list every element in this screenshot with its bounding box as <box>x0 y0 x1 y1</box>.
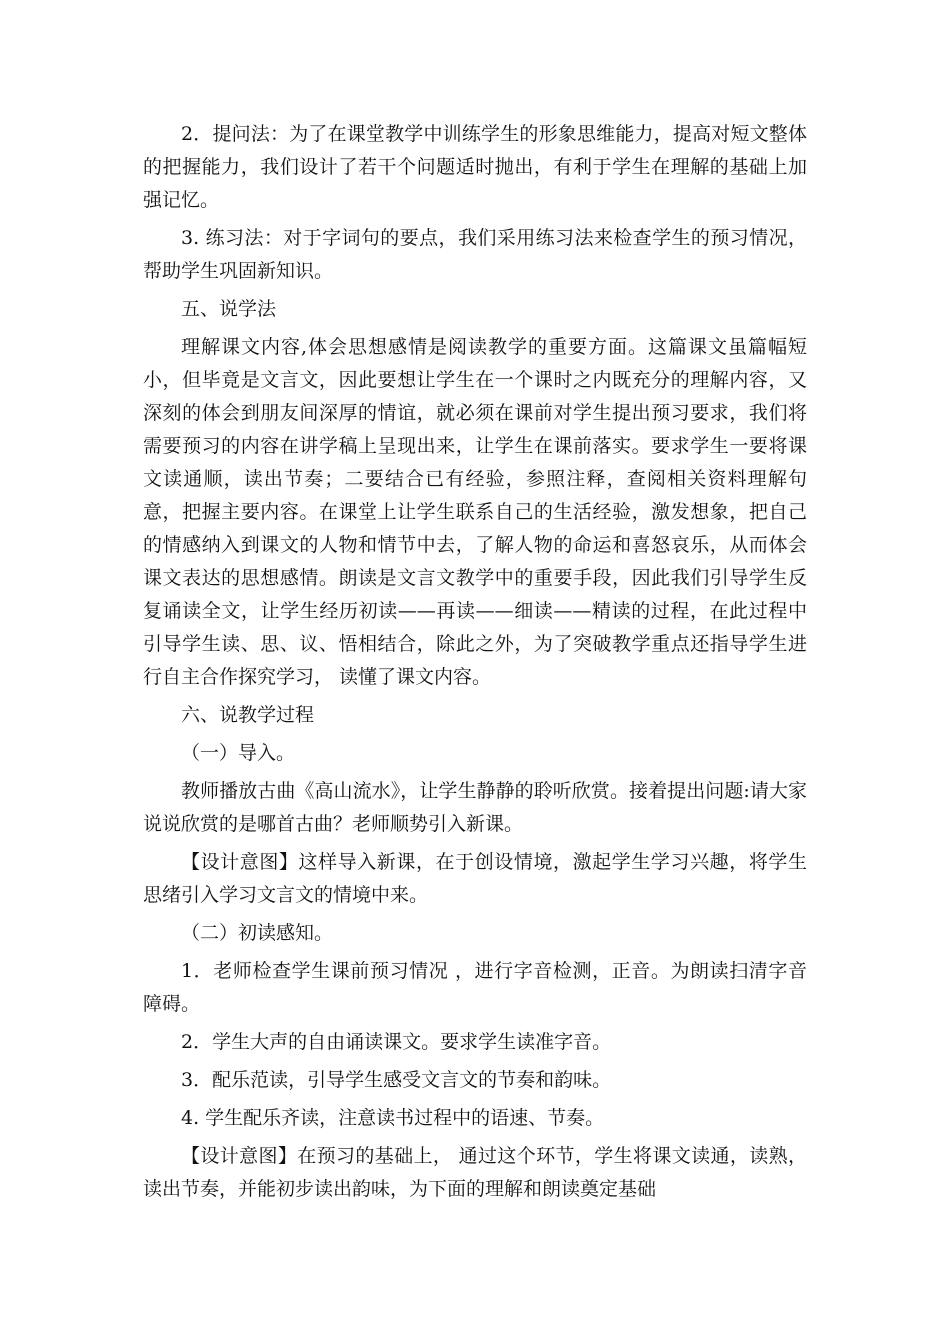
paragraph-practice-method: 3. 练习法：对于字词句的要点，我们采用练习法来检查学生的预习情况，帮助学生巩固新知识。 <box>143 227 807 282</box>
paragraph-introduction: 教师播放古曲《高山流水》，让学生静静的聆听欣赏。接着提出问题:请大家说说欣赏的是哪首古曲？老师顺势引入新课。 <box>143 780 807 835</box>
subheading-introduction: （一）导入。 <box>181 742 296 764</box>
list-item-1: 1．老师检查学生课前预习情况 ，进行字音检测，正音。为朗读扫清字音障碍。 <box>143 960 807 1015</box>
document-body <box>143 118 807 1211</box>
list-item-4: 4. 学生配乐齐读，注意读书过程中的语速、节奏。 <box>181 1107 605 1129</box>
section-heading-learning-method: 五、说学法 <box>181 298 277 320</box>
section-heading-teaching-process: 六、说教学过程 <box>181 704 315 726</box>
paragraph-questioning-method: 2．提问法：为了在课堂教学中训练学生的形象思维能力，提高对短文整体的把握能力，我们设计了若干个问题适时抛出，有利于学生在理解的基础上加强记忆。 <box>143 123 807 211</box>
paragraph-design-intent-2: 【设计意图】在预习的基础上， 通过这个环节，学生将课文读通，读熟，读出节奏，并能初步读出韵味，为下面的理解和朗读奠定基础 <box>143 1145 807 1200</box>
list-item-2: 2．学生大声的自由诵读课文。要求学生读准字音。 <box>181 1031 612 1053</box>
list-item-3: 3．配乐范读，引导学生感受文言文的节奏和韵味。 <box>181 1069 612 1091</box>
subheading-first-reading: （二）初读感知。 <box>181 922 334 944</box>
paragraph-design-intent-1: 【设计意图】这样导入新课，在于创设情境，激起学生学习兴趣，将学生思绪引入学习文言文的情境中来。 <box>143 851 807 906</box>
paragraph-learning-method: 理解课文内容,体会思想感情是阅读教学的重要方面。这篇课文虽篇幅短小，但毕竟是文言文，因此要想让学生在一个课时之内既充分的理解内容，又深刻的体会到朋友间深厚的情谊，就必须在课前对学生提出预习要求，我们将需要预习的内容在讲学稿上呈现出来，让学生在课前落实。要求学生一要将课文读通顺，读出节奏；二要结合已有经验，参照注释，查阅相关资料理解句意，把握主要内容。在课堂上让学生联系自己的生活经验，激发想象，把自己的情感纳入到课文的人物和情节中去，了解人物的命运和喜怒哀乐，从而体会课文表达的思想感情。朗读是文言文教学中的重要手段，因此我们引导学生反复诵读全文，让学生经历初读——再读——细读——精读的过程，在此过程中引导学生读、思、议、悟相结合，除此之外，为了突破教学重点还指导学生进行自主合作探究学习， 读懂了课文内容。 <box>143 336 807 688</box>
